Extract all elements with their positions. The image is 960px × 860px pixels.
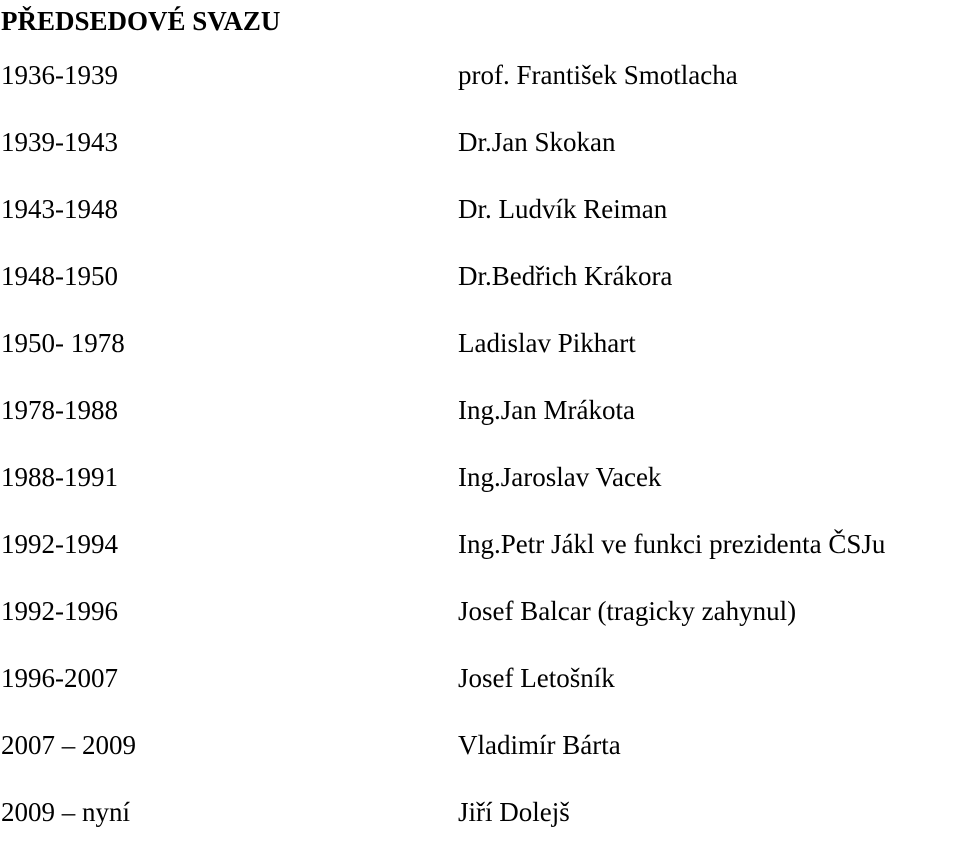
term-period: 1939-1943 (1, 127, 118, 157)
chairman-name: Ladislav Pikhart (458, 328, 636, 358)
chairman-name: Ing.Petr Jákl ve funkci prezidenta ČSJu (458, 529, 886, 559)
list-item (0, 391, 960, 458)
term-period: 1936-1939 (1, 60, 118, 90)
term-period: 1978-1988 (1, 395, 118, 425)
term-period: 1948-1950 (1, 261, 118, 291)
document-title: PŘEDSEDOVÉ SVAZU (1, 6, 281, 36)
list-item (0, 793, 960, 860)
list-item (0, 458, 960, 525)
chairman-name: Jiří Dolejš (458, 797, 570, 827)
list-item (0, 726, 960, 793)
term-period: 1988-1991 (1, 462, 118, 492)
list-item (0, 257, 960, 324)
chairmen-list (0, 56, 960, 860)
chairman-name: prof. František Smotlacha (458, 60, 738, 90)
list-item (0, 659, 960, 726)
chairman-name: Josef Letošník (458, 663, 615, 693)
list-item (0, 324, 960, 391)
chairman-name: Dr.Jan Skokan (458, 127, 616, 157)
chairman-name: Ing.Jaroslav Vacek (458, 462, 662, 492)
chairman-name: Vladimír Bárta (458, 730, 621, 760)
list-item (0, 123, 960, 190)
chairman-name: Josef Balcar (tragicky zahynul) (458, 596, 797, 626)
list-item (0, 525, 960, 592)
list-item (0, 56, 960, 123)
chairman-name: Ing.Jan Mrákota (458, 395, 635, 425)
term-period: 1943-1948 (1, 194, 118, 224)
chairman-name: Dr. Ludvík Reiman (458, 194, 668, 224)
term-period: 1992-1994 (1, 529, 118, 559)
list-item (0, 190, 960, 257)
list-item (0, 592, 960, 659)
term-period: 1950- 1978 (1, 328, 125, 358)
term-period: 2009 – nyní (1, 797, 131, 827)
chairman-name: Dr.Bedřich Krákora (458, 261, 673, 291)
term-period: 1992-1996 (1, 596, 118, 626)
term-period: 2007 – 2009 (1, 730, 136, 760)
term-period: 1996-2007 (1, 663, 118, 693)
